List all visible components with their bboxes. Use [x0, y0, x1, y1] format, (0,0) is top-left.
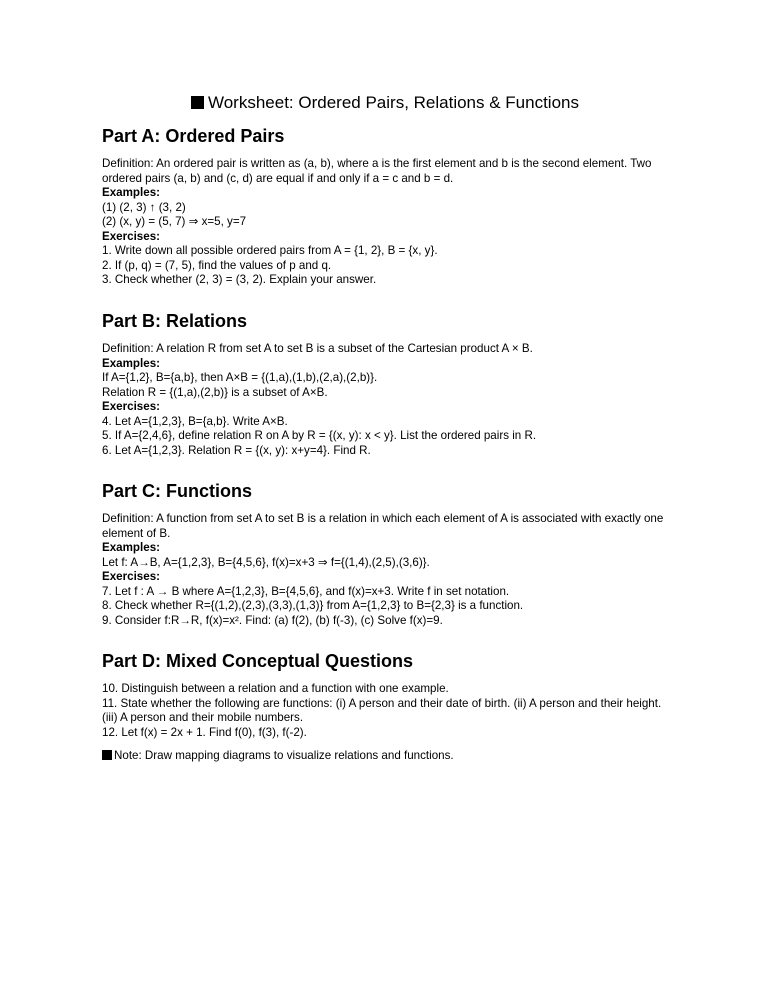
part-c-heading: Part C: Functions [102, 481, 253, 501]
part-b-examples-label: Examples: [102, 356, 160, 370]
part-b-exercise: 6. Let A={1,2,3}. Relation R = {(x, y): x+y=4}. Find R. [102, 443, 371, 457]
part-a-exercises-label: Exercises: [102, 229, 161, 243]
part-d-section [102, 650, 668, 740]
part-b-example: Relation R = {(1,a),(2,b)} is a subset of A×B. [102, 385, 328, 399]
part-a-heading: Part A: Ordered Pairs [102, 126, 285, 146]
part-b-exercise: 4. Let A={1,2,3}, B={a,b}. Write A×B. [102, 414, 288, 428]
part-b-definition: Definition: A relation R from set A to set B is a subset of the Cartesian product A × B. [102, 342, 533, 355]
part-d-heading: Part D: Mixed Conceptual Questions [102, 651, 414, 671]
part-c-exercises-label: Exercises: [102, 570, 161, 583]
part-d-question: 11. State whether the following are functions: (i) A person and their date of birth. (ii) A person and their height. (iii) A person and their mobile numbers. [102, 696, 662, 724]
note [102, 749, 454, 764]
part-d-question: 10. Distinguish between a relation and a function with one example. [102, 682, 449, 695]
part-c-example: Let f: A→B, A={1,2,3}, B={4,5,6}, f(x)=x+3 ⇒ f={(1,4),(2,5),(3,6)}. [102, 555, 430, 569]
worksheet-title [102, 92, 668, 114]
part-a-exercise: 1. Write down all possible ordered pairs from A = {1, 2}, B = {x, y}. [102, 244, 438, 257]
part-a-example: (1) (2, 3) ↑ (3, 2) [102, 200, 186, 214]
part-b-example: If A={1,2}, B={a,b}, then A×B = {(1,a),(1,b),(2,a),(2,b)}. [102, 371, 378, 384]
part-c-exercise: 9. Consider f:R→R, f(x)=x². Find: (a) f(2), (b) f(-3), (c) Solve f(x)=9. [102, 613, 443, 627]
worksheet-title-text: Worksheet: Ordered Pairs, Relations & Functions [207, 93, 579, 112]
part-c-exercise: 7. Let f : A → B where A={1,2,3}, B={4,5,6}, and f(x)=x+3. Write f in set notation. [102, 584, 510, 598]
square-bullet-icon [102, 750, 112, 760]
part-a-exercise: 3. Check whether (2, 3) = (3, 2). Explain your answer. [102, 273, 377, 286]
part-c-examples-label: Examples: [102, 541, 160, 554]
part-a-definition: Definition: An ordered pair is written as (a, b), where a is the first element and b is the second element. Two ordered pairs (a, b) and (c, d) are equal if and only if a = c and b = d. [102, 157, 652, 185]
part-a-example: (2) (x, y) = (5, 7) ⇒ x=5, y=7 [102, 215, 247, 228]
part-b-exercise: 5. If A={2,4,6}, define relation R on A by R = {(x, y): x < y}. List the ordered pairs in R. [102, 429, 537, 442]
part-a-exercise: 2. If (p, q) = (7, 5), find the values of p and q. [102, 258, 332, 272]
part-b-heading: Part B: Relations [102, 311, 248, 331]
part-b-section [102, 310, 668, 458]
part-c-definition: Definition: A function from set A to set B is a relation in which each element of A is associated with exactly one element of B. [102, 512, 664, 540]
part-c-section [102, 480, 668, 628]
part-b-exercises-label: Exercises: [102, 400, 161, 413]
part-a-examples-label: Examples: [102, 186, 160, 199]
part-c-exercise: 8. Check whether R={(1,2),(2,3),(3,3),(1,3)} from A={1,2,3} to B={2,3} is a function. [102, 599, 524, 612]
part-a-section [102, 125, 668, 288]
note-text: Note: Draw mapping diagrams to visualize relations and functions. [114, 749, 454, 762]
square-bullet-icon [191, 96, 204, 109]
part-d-question: 12. Let f(x) = 2x + 1. Find f(0), f(3), f(-2). [102, 725, 307, 739]
